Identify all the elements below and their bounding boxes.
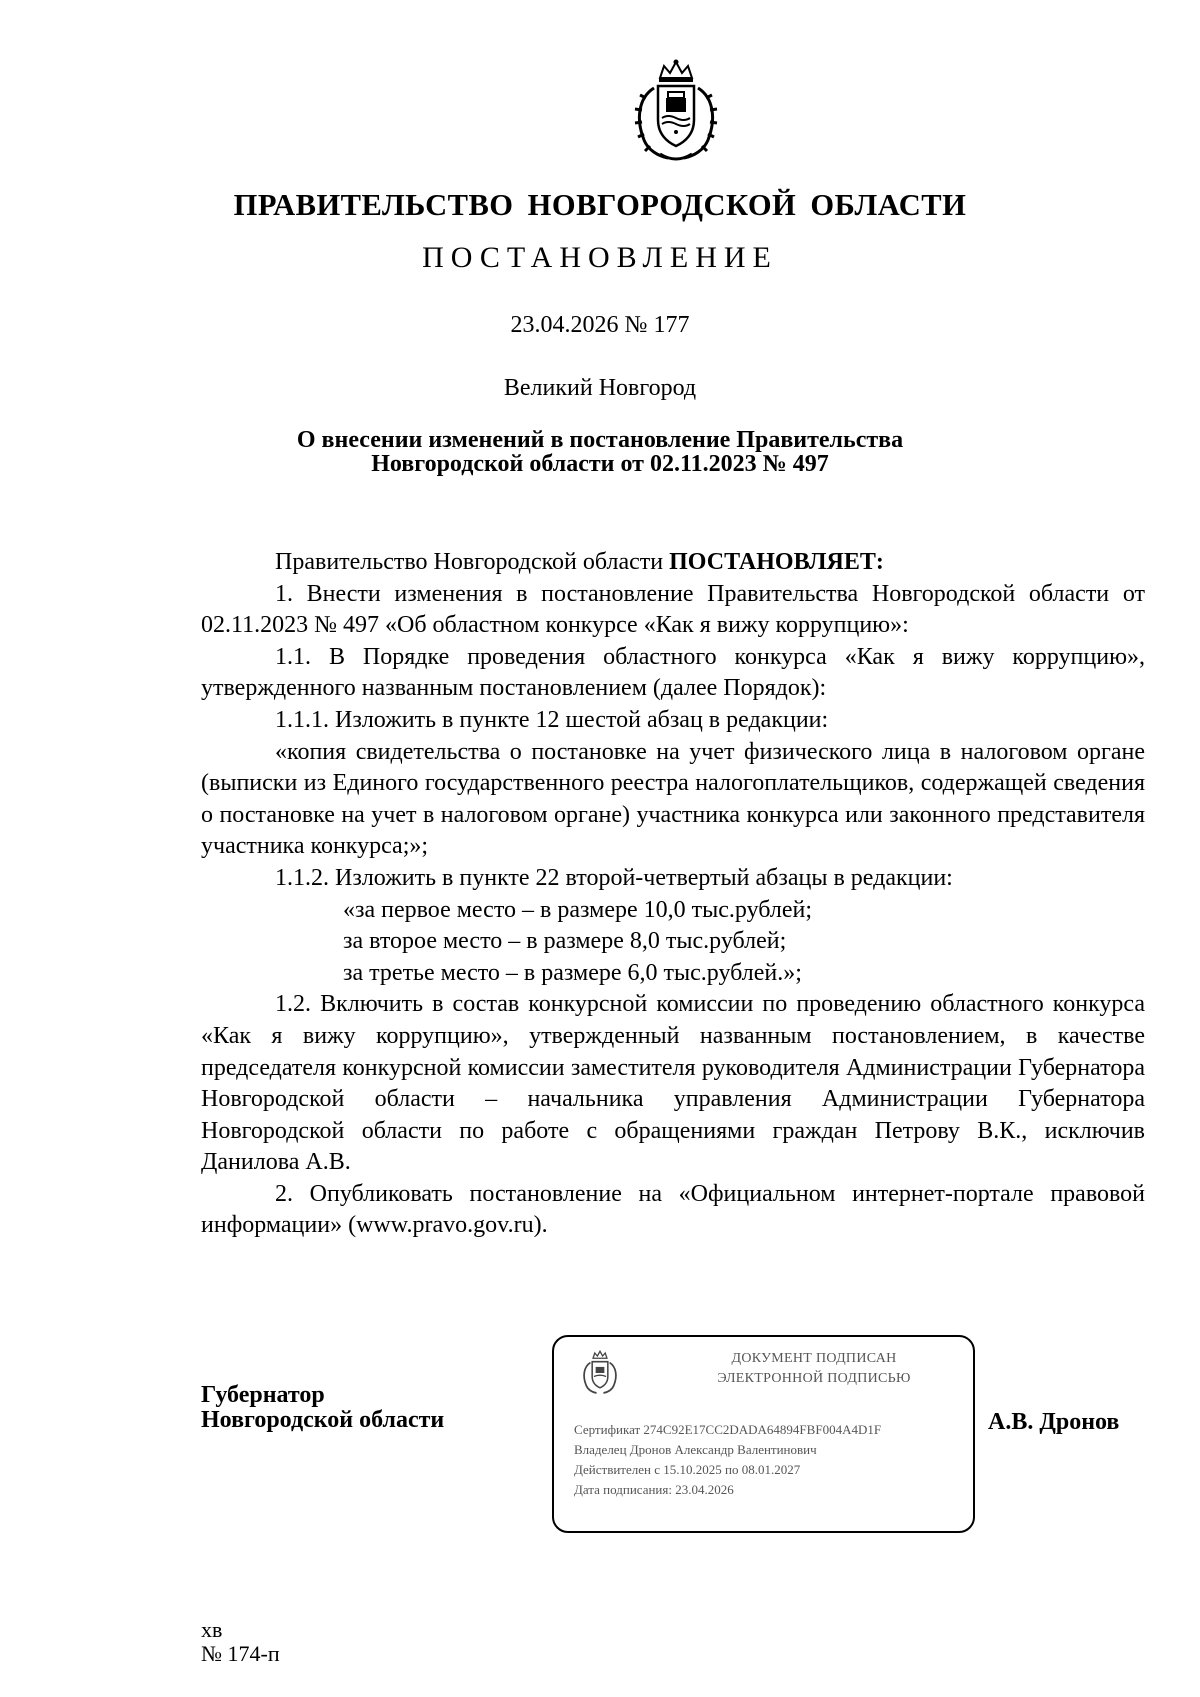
signatory-position-line: Губернатор (201, 1382, 325, 1408)
prize-line-2: за второе место – в размере 8,0 тыс.рублей; (343, 928, 787, 955)
preamble-text: Правительство Новгородской области (275, 549, 670, 575)
prize-line-3: за третье место – в размере 6,0 тыс.рублей.»; (343, 959, 802, 986)
paragraph-1-1-1: 1.1.1. Изложить в пункте 12 шестой абзац в редакции: (275, 706, 829, 733)
paragraph-1-1: 1.1. В Порядке проведения областного конкурса «Как я вижу коррупцию», утвержденного названным постановлением (далее Порядок): (201, 643, 1145, 702)
stamp-owner: Владелец Дронов Александр Валентинович (574, 1442, 817, 1457)
novgorod-coat-of-arms-icon (580, 1349, 620, 1397)
document-city: Великий Новгород (503, 375, 697, 401)
signatory-name: А.В. Дронов (988, 1409, 1120, 1435)
paragraph-1: 1. Внести изменения в постановление Правительства Новгородской области от 02.11.2023 № 497 «Об областном конкурсе «Как я вижу коррупцию»: (201, 580, 1145, 639)
document-body (201, 547, 1145, 1242)
prize-line-1: «за первое место – в размере 10,0 тыс.рублей; (343, 896, 813, 923)
stamp-validity: Действителен с 15.10.2025 по 08.01.2027 (574, 1462, 801, 1477)
document-type: ПОСТАНОВЛЕНИЕ (422, 241, 778, 274)
signatory-position-line: Новгородской области (201, 1407, 445, 1433)
stamp-title (674, 1349, 954, 1389)
novgorod-coat-of-arms-icon (630, 58, 722, 166)
registration-number: № 174-п (201, 1641, 280, 1666)
organization-title: ПРАВИТЕЛЬСТВО НОВГОРОДСКОЙ ОБЛАСТИ (233, 188, 967, 222)
preamble (201, 547, 1145, 579)
document-subject (0, 428, 1200, 476)
electronic-signature-stamp (552, 1335, 975, 1533)
stamp-details (574, 1420, 881, 1500)
subject-line: Новгородской области от 02.11.2023 № 497 (371, 451, 829, 477)
paragraph-1-2: 1.2. Включить в состав конкурсной комиссии по проведению областного конкурса «Как я вижу коррупцию», утвержденный названным постановлением, в качестве председателя конкурсной комиссии заместителя руководителя Администрации Губернатора Новгородской области – начальника управления Администрации Губернатора Новгородской области по работе с обращениями граждан Петрову В.К., исключив Данилова А.В. (201, 991, 1145, 1176)
stamp-title-line: ЭЛЕКТРОННОЙ ПОДПИСЬЮ (717, 1371, 911, 1386)
document-footer (201, 1618, 280, 1666)
signatory-position (201, 1383, 444, 1433)
paragraph-2: 2. Опубликовать постановление на «Официальном интернет-портале правовой информации» (www.pravo.gov.ru). (201, 1180, 1145, 1239)
preamble-decree-word: ПОСТАНОВЛЯЕТ: (669, 549, 884, 575)
paragraph-1-1-2: 1.1.2. Изложить в пункте 22 второй-четвертый абзацы в редакции: (275, 864, 953, 891)
stamp-certificate: Сертификат 274C92E17CC2DADA64894FBF004A4D1F (574, 1422, 882, 1437)
executor-initials: хв (201, 1617, 223, 1642)
subject-line: О внесении изменений в постановление Правительства (296, 427, 904, 453)
stamp-signed-date: Дата подписания: 23.04.2026 (574, 1482, 734, 1497)
document-date-number: 23.04.2026 № 177 (510, 312, 690, 338)
stamp-title-line: ДОКУМЕНТ ПОДПИСАН (731, 1351, 897, 1366)
quoted-text-1: «копия свидетельства о постановке на учет физического лица в налоговом органе (выписки из Единого государственного реестра налогоплательщиков, содержащей сведения о постановке на учет в налоговом органе) участника конкурса или законного представителя участника конкурса;»; (201, 738, 1145, 860)
